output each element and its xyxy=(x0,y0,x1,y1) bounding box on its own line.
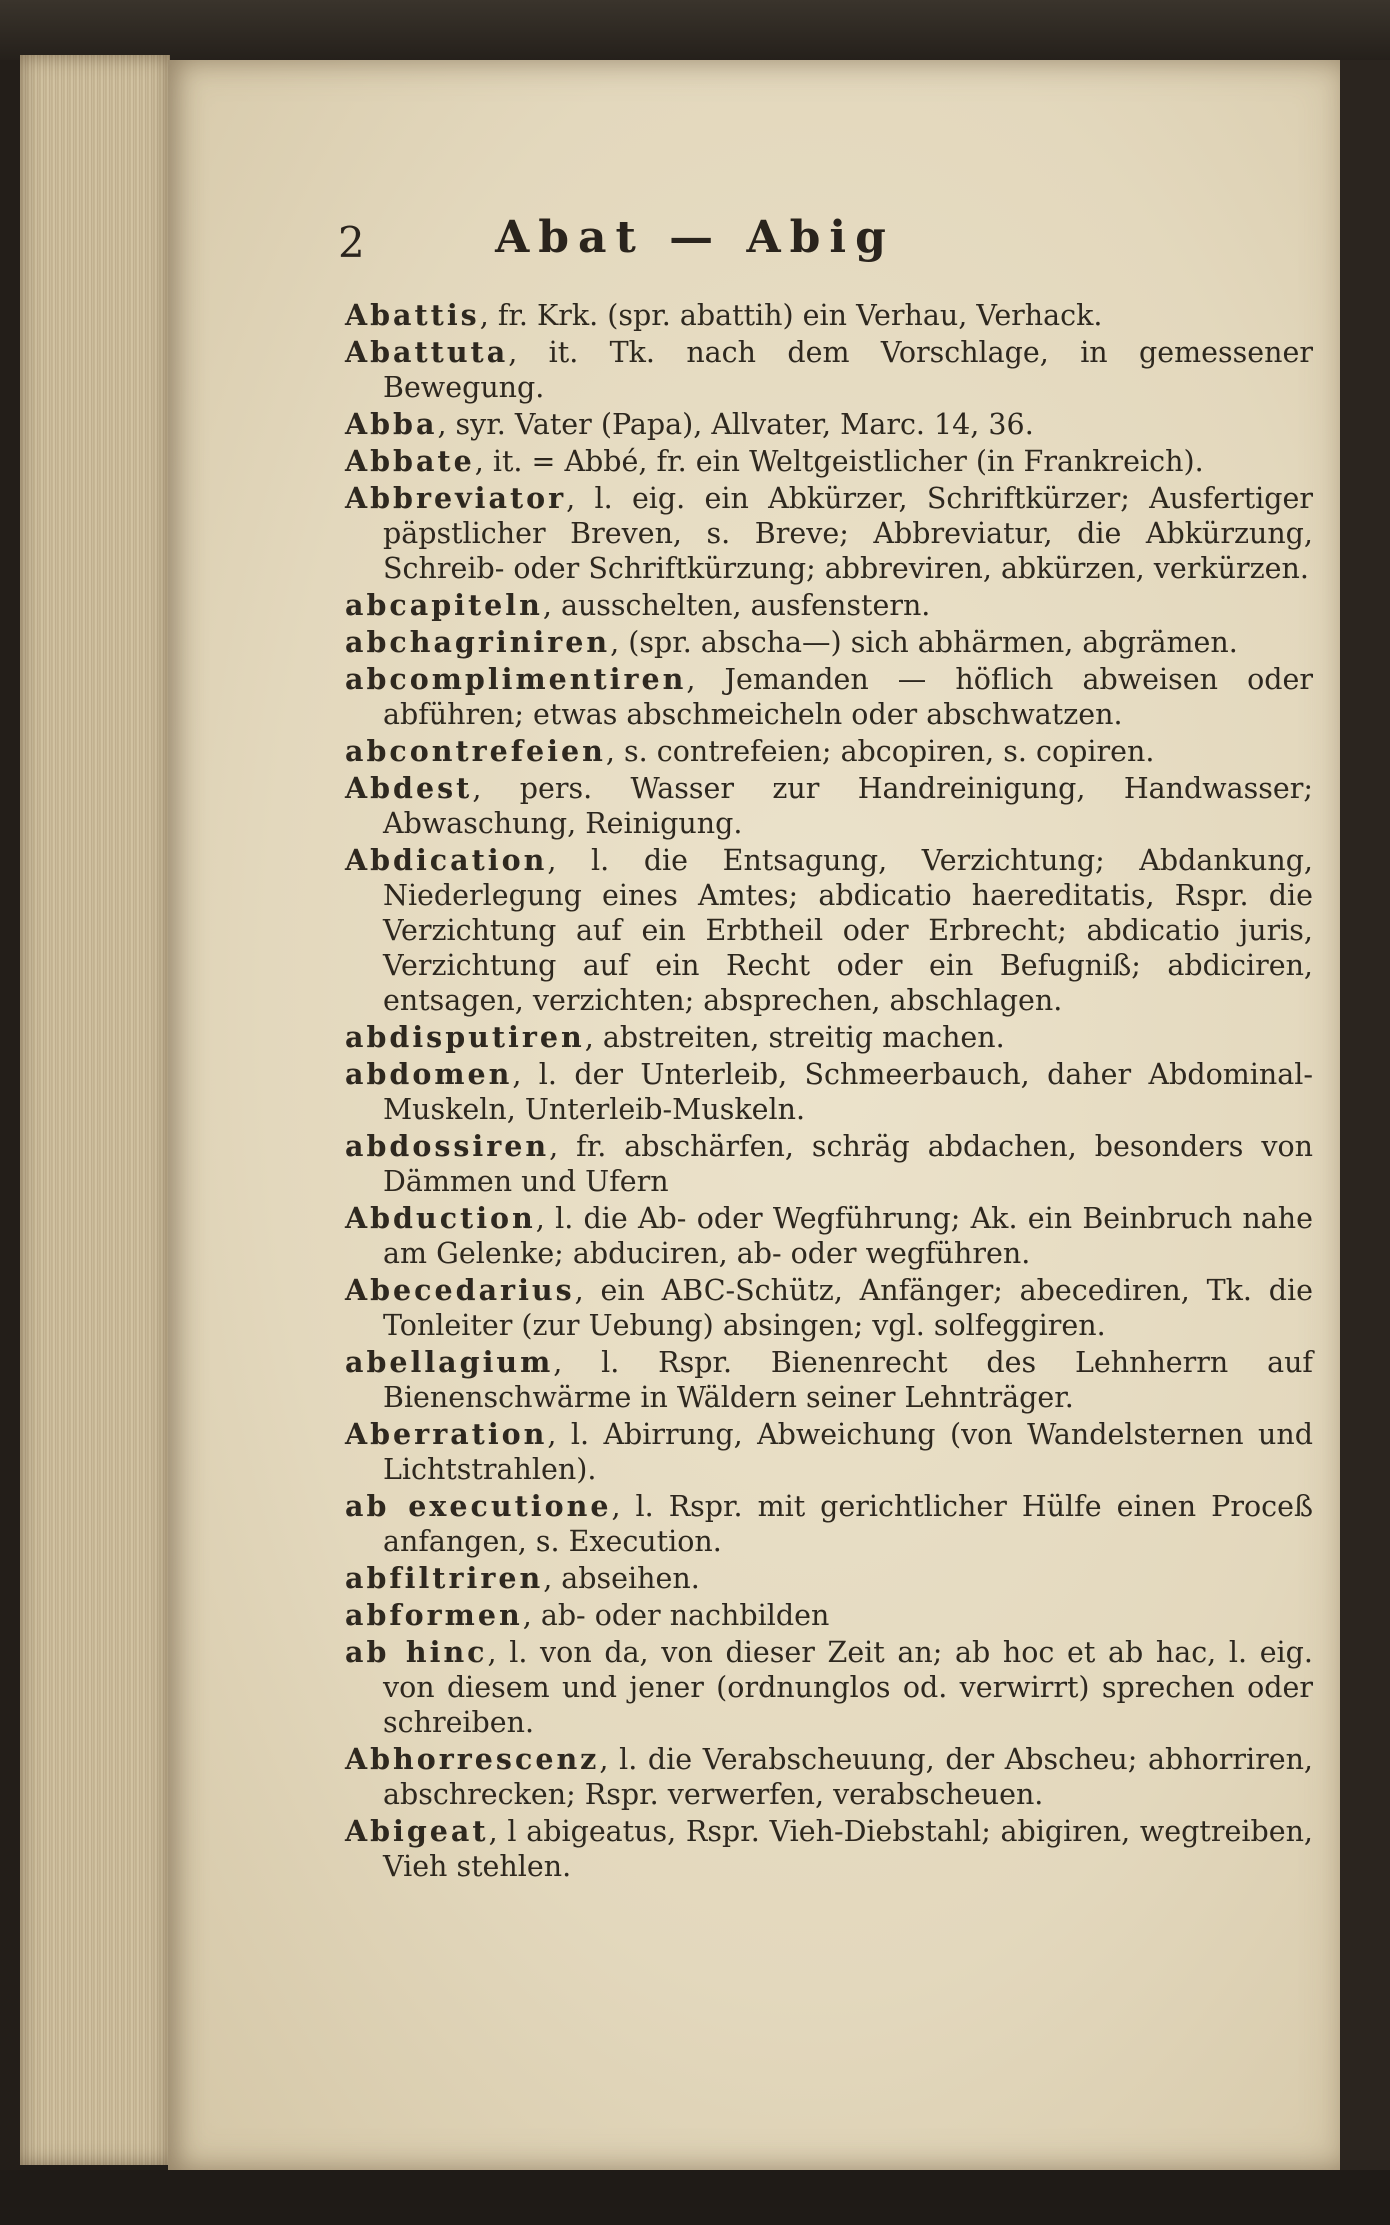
dictionary-entry xyxy=(345,1489,1313,1559)
entry-definition: , l. eig. ein Abkürzer, Schriftkürzer; Ausfertiger päpstlicher Breven, s. Breve; Abbreviatur, die Abkürzung, Schreib- oder Schriftkürzung; abbreviren, abkürzen, verkürzen. xyxy=(383,482,1313,585)
entry-lemma: ab executione xyxy=(345,1489,612,1523)
entry-lemma: abdossiren xyxy=(345,1129,550,1163)
entry-lemma: Abba xyxy=(345,407,438,441)
entry-lemma: abcomplimentiren xyxy=(345,662,687,696)
entry-definition: , l abigeatus, Rspr. Vieh-Diebstahl; abigiren, wegtreiben, Vieh stehlen. xyxy=(383,1815,1313,1883)
entry-lemma: abcapiteln xyxy=(345,588,543,622)
dictionary-entry xyxy=(345,1201,1313,1271)
entry-lemma: Abigeat xyxy=(345,1814,489,1848)
dictionary-entry xyxy=(345,481,1313,586)
entry-lemma: abfiltriren xyxy=(345,1561,544,1595)
dictionary-entry xyxy=(345,625,1313,660)
entry-definition: , l. von da, von dieser Zeit an; ab hoc et ab hac, l. eig. von diesem und jener (ordnunglos od. verwirrt) sprechen oder schreiben. xyxy=(383,1636,1313,1739)
entry-lemma: Abdication xyxy=(345,843,548,877)
dictionary-entry xyxy=(345,734,1313,769)
dictionary-entry xyxy=(345,1057,1313,1127)
entry-lemma: abdomen xyxy=(345,1057,513,1091)
dictionary-entry xyxy=(345,1561,1313,1596)
entry-definition: , it. = Abbé, fr. ein Weltgeistlicher (in Frankreich). xyxy=(474,445,1204,478)
dictionary-entry xyxy=(345,771,1313,841)
entry-lemma: Abduction xyxy=(345,1201,536,1235)
entry-definition: , ab- oder nachbilden xyxy=(522,1599,830,1632)
dictionary-entry xyxy=(345,1273,1313,1343)
entry-lemma: abcontrefeien xyxy=(345,734,606,768)
entry-lemma: Abbreviator xyxy=(345,481,567,515)
entry-definition: , l. der Unterleib, Schmeerbauch, daher Abdominal-Muskeln, Unterleib-Muskeln. xyxy=(383,1058,1313,1126)
entry-lemma: ab hinc xyxy=(345,1635,488,1669)
entry-definition: , Jemanden — höflich abweisen oder abführen; etwas abschmeicheln oder abschwatzen. xyxy=(383,663,1313,731)
dictionary-entry xyxy=(345,444,1313,479)
dictionary-entry xyxy=(345,1417,1313,1487)
entry-definition: , fr. abschärfen, schräg abdachen, besonders von Dämmen und Ufern xyxy=(383,1130,1313,1198)
entry-definition: , l. die Ab- oder Wegführung; Ak. ein Beinbruch nahe am Gelenke; abduciren, ab- oder wegführen. xyxy=(383,1202,1313,1270)
dictionary-entries xyxy=(345,298,1313,1886)
book-cover-edge xyxy=(0,0,1390,60)
entry-definition: , l. Rspr. mit gerichtlicher Hülfe einen Proceß anfangen, s. Execution. xyxy=(383,1490,1313,1558)
entry-lemma: abdisputiren xyxy=(345,1020,585,1054)
entry-definition: , l. Rspr. Bienenrecht des Lehnherrn auf Bienenschwärme in Wäldern seiner Lehnträger. xyxy=(383,1346,1313,1414)
entry-lemma: abellagium xyxy=(345,1345,554,1379)
entry-definition: , (spr. abscha—) sich abhärmen, abgrämen. xyxy=(610,626,1238,659)
entry-definition: , ein ABC-Schütz, Anfänger; abecediren, Tk. die Tonleiter (zur Uebung) absingen; vgl. solfeggiren. xyxy=(383,1274,1313,1342)
entry-definition: , abstreiten, streitig machen. xyxy=(584,1021,1005,1054)
page-number: 2 xyxy=(338,218,365,267)
entry-definition: , l. die Entsagung, Verzichtung; Abdankung, Niederlegung eines Amtes; abdicatio haereditatis, Rspr. die Verzichtung auf ein Erbtheil oder Erbrecht; abdicatio juris, Verzichtung auf ein Recht oder ein Befugniß; abdiciren, entsagen, verzichten; absprechen, abschlagen. xyxy=(383,844,1313,1017)
entry-lemma: Abdest xyxy=(345,771,473,805)
entry-definition: , syr. Vater (Papa), Allvater, Marc. 14, 36. xyxy=(437,408,1034,441)
dictionary-entry xyxy=(345,1598,1313,1633)
book-bottom-edge xyxy=(0,2170,1390,2225)
dictionary-entry xyxy=(345,1129,1313,1199)
entry-definition: , abseihen. xyxy=(543,1562,700,1595)
entry-definition: , s. contrefeien; abcopiren, s. copiren. xyxy=(605,735,1155,768)
dictionary-entry xyxy=(345,1020,1313,1055)
entry-lemma: Abhorrescenz xyxy=(345,1742,600,1776)
entry-definition: , l. die Verabscheuung, der Abscheu; abhorriren, abschrecken; Rspr. verwerfen, verabscheuen. xyxy=(383,1743,1313,1811)
page-stack-edge xyxy=(20,55,170,2165)
running-head: Abat — Abig xyxy=(495,212,895,263)
dictionary-entry xyxy=(345,662,1313,732)
dictionary-entry xyxy=(345,335,1313,405)
entry-lemma: Abbate xyxy=(345,444,475,478)
dictionary-entry xyxy=(345,588,1313,623)
dictionary-entry xyxy=(345,1635,1313,1740)
entry-lemma: Abattis xyxy=(345,298,480,332)
entry-lemma: Aberration xyxy=(345,1417,548,1451)
dictionary-entry xyxy=(345,1345,1313,1415)
entry-definition: , pers. Wasser zur Handreinigung, Handwasser; Abwaschung, Reinigung. xyxy=(383,772,1313,840)
entry-definition: , fr. Krk. (spr. abattih) ein Verhau, Verhack. xyxy=(479,299,1103,332)
dictionary-entry xyxy=(345,1742,1313,1812)
dictionary-entry xyxy=(345,298,1313,333)
entry-lemma: abformen xyxy=(345,1598,523,1632)
entry-definition: , l. Abirrung, Abweichung (von Wandelsternen und Lichtstrahlen). xyxy=(383,1418,1313,1486)
dictionary-entry xyxy=(345,1814,1313,1884)
entry-lemma: Abattuta xyxy=(345,335,509,369)
entry-lemma: abchagriniren xyxy=(345,625,611,659)
dictionary-entry xyxy=(345,407,1313,442)
entry-definition: , ausschelten, ausfenstern. xyxy=(542,589,931,622)
dictionary-entry xyxy=(345,843,1313,1018)
entry-lemma: Abecedarius xyxy=(345,1273,575,1307)
entry-definition: , it. Tk. nach dem Vorschlage, in gemessener Bewegung. xyxy=(383,336,1313,404)
